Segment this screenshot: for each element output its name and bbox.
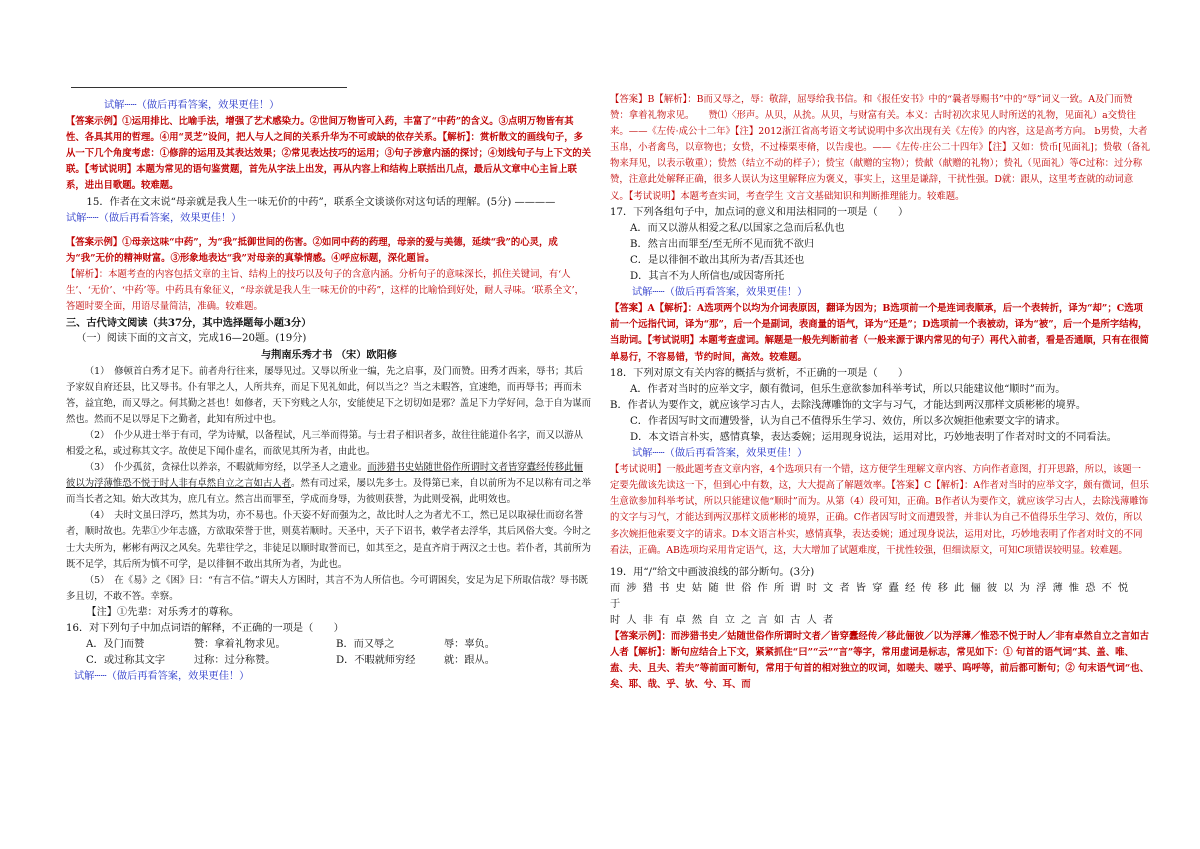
trial-hint[interactable]: 试解┄┄（做后再看答案，效果更佳！） xyxy=(74,671,250,683)
trial-hint[interactable]: 试解┄┄（做后再看答案，效果更佳！） xyxy=(632,448,808,460)
answer-block: 【答案】B【解析】：B而又辱之，辱：敬辞，屈辱给我书信。和《报任安书》中的“曩者辱赐书”中的“辱”词义一致。A及门而赞 赞：拿着礼物求见。 赞⑴〈形声。从贝，从抁。从贝，与财富有关。本义：古时初次求见人时所送的礼物，见面礼）a交贽往来。——《左传·成公十二年》【注】2012浙江省高考语文考试说明中多次出现有关《左传》的内容，这是高考方向。 b男贽，大者玉帛，小者禽鸟，以章物也；女贽，不过榛栗枣脩，以告虔也。——《左传·庄公二十四年》【注】又如：贽币[见面礼]；贽敬（备礼物来拜见，以表示敬重）；贽然（结立不动的样子）；贽宝（献赠的宝物）；贽献（献赠的礼物）；贽礼（见面礼）等C过称：过分称赞，注意此处解释正确，很多人误认为这里解释应为褒义，事实上，这里是谦辞，干扰性强。D就：跟从，这里考查就的动词意义。【考试说明】本题考查实词，考查学生 文言文基础知识和判断推理能力。较难题。 xyxy=(610,94,1152,202)
option-a: A．作者对当时的应举文字，颇有微词，但乐生意欲参加科举考试，所以只能建议他“顺时”而为。 xyxy=(630,383,1066,395)
option-b: B．作者认为要作文，就应该学习古人，去除浅薄雕饰的文字与习气，才能达到两汉那样文质彬彬的境界。 xyxy=(610,399,1087,411)
left-column xyxy=(66,78,592,685)
option-row: C．或过称其文字 过称：过分称赞。 D．不暇就师穷经 就：跟从。 xyxy=(66,653,592,669)
punctuation-line: 而涉猎书史姑随世俗作所谓时文者皆穿蠹经传移此俪彼以为浮薄惟恐不悦于 xyxy=(610,582,1135,610)
option-b: B．然言出而罪至/至无所不见而犹不欲归 xyxy=(630,238,815,250)
option-b: B．而又辱之 xyxy=(336,639,395,651)
question-19: 19．用“/”给文中画波浪线的部分断句。(3分) xyxy=(610,566,815,578)
sub-heading: （一）阅读下面的文言文，完成16—20题。(19分) xyxy=(76,333,307,345)
right-column xyxy=(610,92,1150,693)
answer-block: 【答案示例】①运用排比、比喻手法，增强了艺术感染力。②世间万物皆可入药，丰富了“中药”的含义。③点明万物皆有其性、各具其用的哲理。④用“灵芝”设问，把人与人之间的关系升华为不可或缺的依存关系。【解析】：赏析散文的画线句子，多从一下几个角度考虑：①修辞的运用及其表达效果；②常见表达技巧的运用；③句子涉意内涵的探讨；④划线句子与上下文的关联。【考试说明】本题为常见的语句鉴赏题，首先从字法上出发，再从内容上和结构上联括出几点，最后从文章中心主旨上联系，进出目歌题。较难题。 xyxy=(66,116,592,192)
question-18: 18．下列对原文有关内容的概括与赏析，不正确的一项是（ ） xyxy=(610,367,909,379)
option-c: C．是以徘徊不敢出其所为者/吾其还也 xyxy=(630,254,805,266)
note: 【注】①先辈：对乐秀才的尊称。 xyxy=(86,606,240,618)
section-heading: 三、古代诗文阅读（共37分，其中选择题每小题3分） xyxy=(66,317,312,330)
option-row: A．及门而赞 赞：拿着礼物求见。 B．而又辱之 辱：辜负。 xyxy=(66,637,592,653)
trial-hint[interactable]: 试解┄┄（做后再看答案，效果更佳！） xyxy=(104,100,280,111)
question-15: 15．作者在文末说“母亲就是我人生一味无价的中药”，联系全文谈谈你对这句话的理解。(5分) ———— xyxy=(86,196,556,208)
option-d: D．其言不为人所信也/或因寄所托 xyxy=(630,271,785,283)
answer-block: 【考试说明】一般此题考查文章内容，4个选项只有一个错，这方便学生理解文章内容、方向作者意图，打开思路，所以，该题一定要先做该先读这一下，但到心中有数，这，大大提高了解题效率。【答案】C【解析】：A作者对当时的应举文字，颇有微词，但乐生意欲参加科举考试，所以只能建议他“顺时”而为。从第（4）段可知，正确。B作者认为要作文，就应该学习古人，去除浅薄雕饰的文字与习气，才能达到两汉那样文质彬彬的境界，正确。C作者因写时文而遭毁誉，并非认为自己不值得乐生学习、效仿，所以多次婉拒他索要文字的请求。D本文语言朴实，感情真挚，表达委婉；通过现身说法，运用对比，巧妙地表明了作者对时文的不同看法，正确。AB选项均采用肯定语气，这，大大增加了试题难度，干扰性较强，但细读原文，可知C项错误较明显。较难题。 xyxy=(610,464,1149,556)
answer-block: 【答案示例】①母亲这味“中药”，为“我”抵御世间的伤害。②如同中药的药理，母亲的爱与美德，延续“我”的心灵，成为“我”无价的精神财富。③形象地表达“我”对母亲的真挚情感。④呼应标题，深化题旨。 xyxy=(66,236,558,264)
option-c: C．作者因写时文而遭毁誉，认为自己不值得乐生学习、效仿，所以多次婉拒他索要文字的请求。 xyxy=(630,415,1066,427)
answer-block: 【答案】A【解析】：A选项两个以均为介词表原因，翻译为因为；B选项前一个是连词表顺承，后一个表转折，译为“却”；C选项前一个远指代词，译为“那”，后一个是副词，表商量的语气，译为“还是”；D选项前一个表被动，译为“被”，后一个是所字结构，当助词。【考试说明】本题考查虚词。解题是一般先判断前者（一般来源于课内常见的句子）再代入前者，看是否通顺，只有在很简单易行，不容易错，节约时间，高效。较难题。 xyxy=(610,303,1150,363)
punctuation-line: 时人非有卓然自立之言如古人者 xyxy=(610,615,840,626)
option-a: A．及门而赞 xyxy=(86,639,145,651)
answer-block: 【答案示例】：而涉猎书史／姑随世俗作所谓时文者／皆穿蠹经传／移此俪彼／以为浮薄／惟恐不悦于时人／非有卓然自立之言如古人者【解析】：断句应结合上下文，紧紧抓住“曰”“云”“言”等字，常用虚词是标志，常见如下：① 句首的语气词“其、盖、唯、盍、夫、且夫、若夫”等前面可断句，常用于句首的相对独立的叹词，如嗟夫、嗟乎、呜呼等，前后都可断句；② 句末语气词“也、矣、耶、哉、乎、欤、兮、耳、而 xyxy=(610,631,1150,691)
analysis-block: 【解析】：本题考查的内容包括文章的主旨、结构上的技巧以及句子的含意内涵。分析句子的意味深长，抓住关键词，有‘人生’、‘无价’、‘中药’等。中药具有象征义，“母亲就是我人生一味无价的中药”，这样的比喻恰到好处，耐人寻味。‘联系全文’，答题时要全面，用语尽量简洁，准确。较难题。 xyxy=(66,268,584,313)
question-16: 16．对下列句子中加点词语的解释，不正确的一项是（ ） xyxy=(66,623,344,634)
option-c: C．或过称其文字 xyxy=(86,655,166,667)
trial-hint[interactable]: 试解┄┄（做后再看答案，效果更佳！） xyxy=(66,212,242,224)
option-a: A．而又以游从相爱之私/以国家之急而后私仇也 xyxy=(630,222,845,234)
passage-paragraph: （1） 修顿首白秀才足下。前者舟行往来，屡辱见过。又辱以所业一编，先之启事，及门而赞。田秀才西来，辱书；其后予家奴自府还县，比又辱书。仆有罪之人，人所共弃，而足下见礼如此，何以当之？当之未暇答，宜速绝，而再辱书；再而未答，益宜绝，而又辱之。何其勤之甚也！如修者，天下穷贱之人尔，安能使足下之切切如是邪？盖足下力学好问，急于自为谋而然也。然而不足以辱足下之勤者，此知有所过中也。 xyxy=(66,365,592,425)
passage-paragraph: （3） 仆少孤贫，贪禄仕以养亲，不暇就师穷经，以学圣人之遗业。而涉猎书史姑随世俗作所谓时文者皆穿蠹经传移此俪彼以为浮薄惟恐不悦于时人非有卓然自立之言如古人者。然有司过采，屡以先多士。及得第已来，自以前所为不足以称有司之举而当长者之知。始大改其为，庶几有立。然言出而罪至，学成而身辱，为彼则获誉，为此则受祸，此明效也。 xyxy=(66,462,592,506)
passage-title: 与荆南乐秀才书 （宋）欧阳修 xyxy=(261,349,397,362)
passage-paragraph: （5） 在《易》之《困》曰：“有言不信。”谓夫人方困时，其言不为人所信也。今可谓困矣，安足为足下所取信哉？辱书既多且切，不敢不答。幸察。 xyxy=(66,574,588,602)
wavy-underlined-text: 而涉猎书史姑随世俗作所谓时文者皆穿蠹经传移此俪彼以为浮薄惟恐不悦于时人非有卓然自立之言如古人者 xyxy=(66,462,583,490)
passage-paragraph: （4） 夫时文虽曰浮巧，然其为功，亦不易也。仆天姿不好而强为之，故比时人之为者尤不工，然已足以取禄仕而窃名誉者，顺时故也。先辈①少年志盛，方欲取荣誉于世，则莫若顺时。天圣中，天子下诏书，敕学者去浮华，其后风俗大变。今时之士大夫所为，彬彬有两汉之风矣。先辈往学之，非徒足以顺时取誉而已，如其至之，是直齐肩于两汉之士也。若仆者，其前所为既不足学，其后所为慎不可学，是以徘徊不敢出其所为者，为此也。 xyxy=(66,510,592,570)
option-d: D．本文语言朴实，感情真挚，表达委婉；运用现身说法，运用对比，巧妙地表明了作者对时文的不同看法。 xyxy=(630,431,1117,443)
trial-hint[interactable]: 试解┄┄（做后再看答案，效果更佳！） xyxy=(632,287,808,299)
option-d: D．不暇就师穷经 xyxy=(336,655,416,667)
passage-paragraph: （2） 仆少从进士举于有司，学为诗赋，以备程试，凡三举而得第。与士君子相识者多，故往往能道仆名字，而又以游从相爱之私，或过称其文字。故使足下闻仆虚名，而欲见其所为者，由此也。 xyxy=(66,429,583,457)
question-17: 17．下列各组句子中，加点词的意义和用法相同的一项是（ ） xyxy=(610,206,909,218)
answer-line xyxy=(71,87,347,88)
